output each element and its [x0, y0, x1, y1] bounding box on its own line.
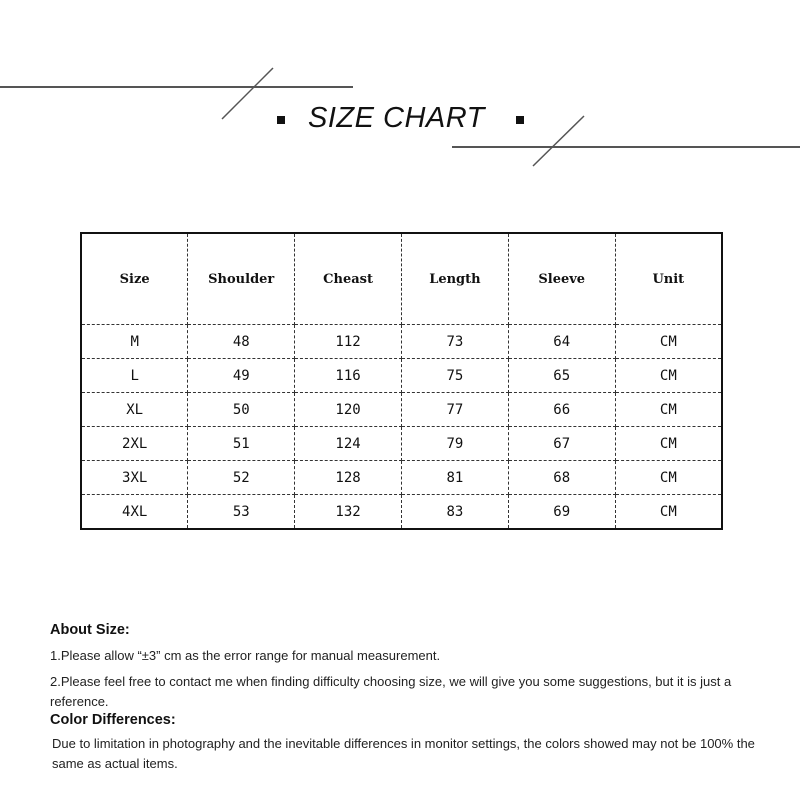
table-cell: 68 — [508, 461, 615, 495]
table-row — [81, 461, 722, 495]
square-bullet-icon — [277, 116, 285, 124]
table-cell: CM — [615, 359, 722, 393]
table-cell: L — [81, 359, 188, 393]
table-cell: 48 — [188, 325, 295, 359]
table-cell: 50 — [188, 393, 295, 427]
table-cell: 65 — [508, 359, 615, 393]
decor-slash-right — [533, 116, 584, 166]
table-cell: 73 — [401, 325, 508, 359]
table-cell: 120 — [295, 393, 402, 427]
table-cell: 4XL — [81, 495, 188, 530]
table-cell: 79 — [401, 427, 508, 461]
table-cell: 51 — [188, 427, 295, 461]
column-header: Cheast — [295, 233, 402, 325]
table-cell: 75 — [401, 359, 508, 393]
size-table-container — [80, 232, 723, 530]
page-title: SIZE CHART — [308, 102, 485, 134]
table-cell: 69 — [508, 495, 615, 530]
table-header-row — [81, 233, 722, 325]
color-differences-note: Due to limitation in photography and the inevitable differences in monitor settings, the colors showed may not be 100% the same as actual items. — [52, 736, 755, 771]
table-row — [81, 359, 722, 393]
size-table — [80, 232, 723, 530]
table-row — [81, 495, 722, 530]
table-cell: 2XL — [81, 427, 188, 461]
table-cell: 49 — [188, 359, 295, 393]
table-cell: 83 — [401, 495, 508, 530]
column-header: Sleeve — [508, 233, 615, 325]
column-header: Unit — [615, 233, 722, 325]
table-cell: 81 — [401, 461, 508, 495]
color-differences-heading: Color Differences: — [50, 712, 176, 728]
table-cell: 64 — [508, 325, 615, 359]
table-cell: 132 — [295, 495, 402, 530]
column-header: Length — [401, 233, 508, 325]
table-row — [81, 393, 722, 427]
table-cell: 53 — [188, 495, 295, 530]
about-size-note-1: 1.Please allow “±3” cm as the error range for manual measurement. — [50, 648, 441, 663]
about-size-heading: About Size: — [50, 622, 130, 638]
column-header: Size — [81, 233, 188, 325]
table-cell: 116 — [295, 359, 402, 393]
table-cell: M — [81, 325, 188, 359]
table-cell: CM — [615, 325, 722, 359]
table-cell: CM — [615, 461, 722, 495]
table-cell: 124 — [295, 427, 402, 461]
table-cell: 128 — [295, 461, 402, 495]
column-header: Shoulder — [188, 233, 295, 325]
table-row — [81, 427, 722, 461]
table-cell: XL — [81, 393, 188, 427]
table-cell: 77 — [401, 393, 508, 427]
table-cell: CM — [615, 495, 722, 530]
square-bullet-icon — [516, 116, 524, 124]
decor-slash-left — [222, 68, 273, 119]
table-cell: 67 — [508, 427, 615, 461]
table-row — [81, 325, 722, 359]
title-block — [270, 100, 540, 140]
table-cell: 66 — [508, 393, 615, 427]
about-size-note-2: 2.Please feel free to contact me when finding difficulty choosing size, we will give you some suggestions, but it is just a reference. — [50, 674, 732, 709]
table-cell: 3XL — [81, 461, 188, 495]
table-cell: CM — [615, 393, 722, 427]
table-cell: 112 — [295, 325, 402, 359]
table-cell: CM — [615, 427, 722, 461]
table-cell: 52 — [188, 461, 295, 495]
